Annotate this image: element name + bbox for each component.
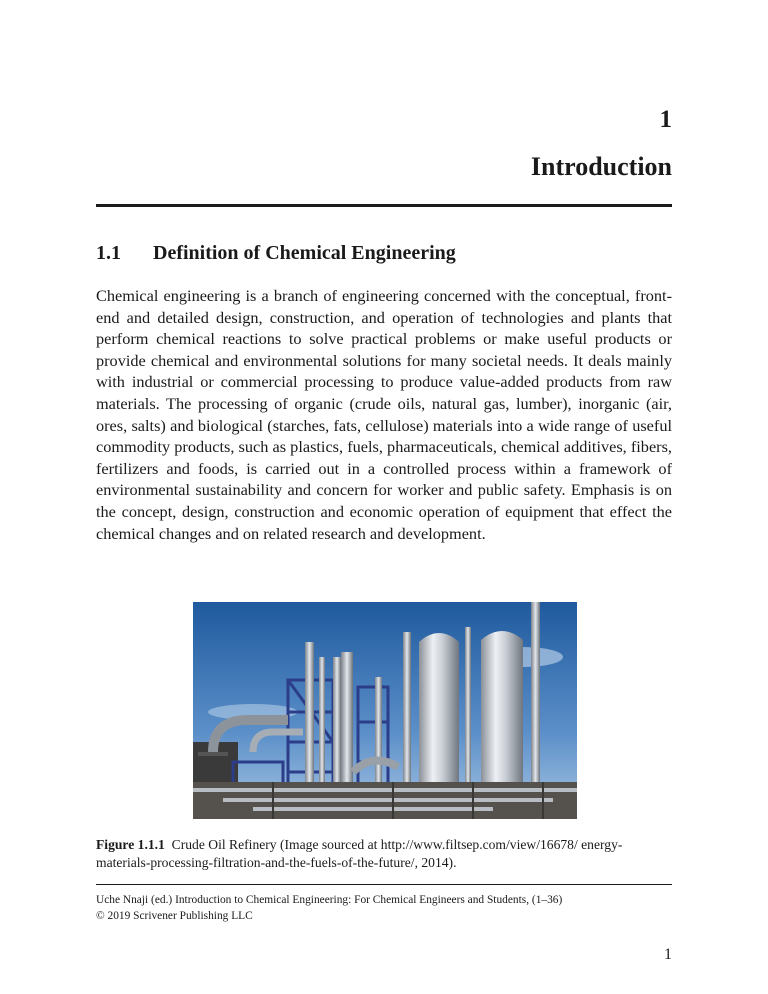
figure-caption-text: Crude Oil Refinery (Image sourced at http://www.filtsep.com/view/16678/ energy-materials-processing-filtration-and-the-fuels-of-the-future/, 2014).: [96, 837, 623, 870]
footnote-rule: [96, 884, 672, 885]
footnote-copyright: © 2019 Scrivener Publishing LLC: [96, 909, 253, 922]
chapter-number: 1: [659, 106, 672, 133]
refinery-illustration: [193, 602, 577, 819]
section-title: Definition of Chemical Engineering: [153, 242, 456, 264]
footnote-citation: Uche Nnaji (ed.) Introduction to Chemical Engineering: For Chemical Engineers and Students, (1–36): [96, 894, 563, 906]
figure-caption: [96, 836, 676, 872]
page-number: 1: [664, 946, 672, 963]
figure-label: Figure 1.1.1: [96, 837, 165, 852]
chapter-rule: [96, 204, 672, 207]
footnote: [96, 893, 696, 924]
body-paragraph: Chemical engineering is a branch of engineering concerned with the conceptual, front-end and detailed design, construction, and operation of technologies and plants that perform chemical reactions to solve practical problems or make useful products or provide chemical and environmental solutions for many societal needs. It deals mainly with industrial or commercial processing to produce value-added products from raw materials. The processing of organic (crude oils, natural gas, lumber), inorganic (air, ores, salts) and biological (starches, fats, cellulose) materials into a wide range of useful commodity products, such as plastics, fuels, pharmaceuticals, chemical additives, fibers, fertilizers and foods, is carried out in a controlled process within a framework of environmental sustainability and concern for worker and public safety. Emphasis is on the concept, design, construction and economic operation of equipment that effect the chemical changes and on related research and development.: [96, 286, 672, 543]
chapter-title: Introduction: [530, 152, 672, 181]
refinery-photo: [193, 602, 577, 819]
section-number: 1.1: [96, 242, 121, 264]
section-heading: [96, 242, 672, 265]
